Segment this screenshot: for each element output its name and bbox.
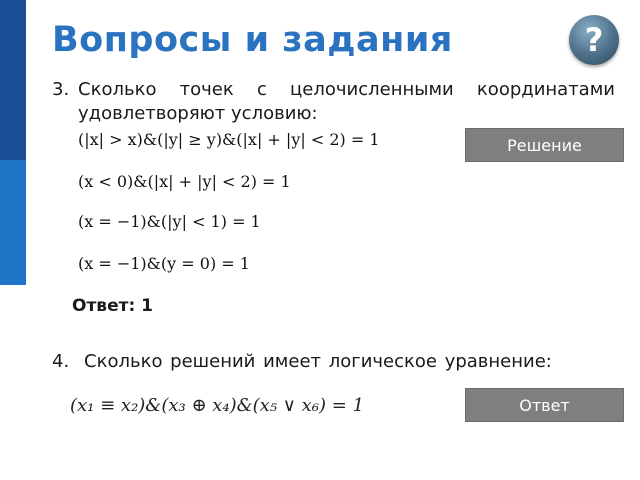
- logic-equation: (x₁ ≡ x₂)&(x₃ ⊕ x₄)&(x₅ ∨ x₆) = 1: [70, 395, 365, 416]
- sidebar-accent-bottom: [0, 160, 26, 285]
- question-3-answer: Ответ: 1: [72, 296, 153, 316]
- question-4: [52, 350, 615, 374]
- question-3: [52, 78, 615, 126]
- answer-button[interactable]: Ответ: [465, 388, 624, 422]
- question-4-text: Сколько решений имеет логическое уравнение:: [84, 351, 552, 372]
- page-title: Вопросы и задания: [52, 20, 453, 60]
- formula-3: (x = −1)&(|y| < 1) = 1: [78, 212, 261, 231]
- solution-button[interactable]: Решение: [465, 128, 624, 162]
- help-icon[interactable]: ?: [569, 15, 619, 65]
- question-4-number: 4.: [52, 351, 70, 372]
- formula-2: (x < 0)&(|x| + |y| < 2) = 1: [78, 172, 291, 191]
- question-3-text: Сколько точек с целочисленными координатами удовлетворяют условию:: [78, 79, 615, 124]
- formula-4: (x = −1)&(y = 0) = 1: [78, 254, 250, 273]
- sidebar-accent-top: [0, 0, 26, 160]
- formula-1: (|x| > x)&(|y| ≥ y)&(|x| + |y| < 2) = 1: [78, 130, 380, 149]
- question-3-number: 3.: [52, 79, 70, 100]
